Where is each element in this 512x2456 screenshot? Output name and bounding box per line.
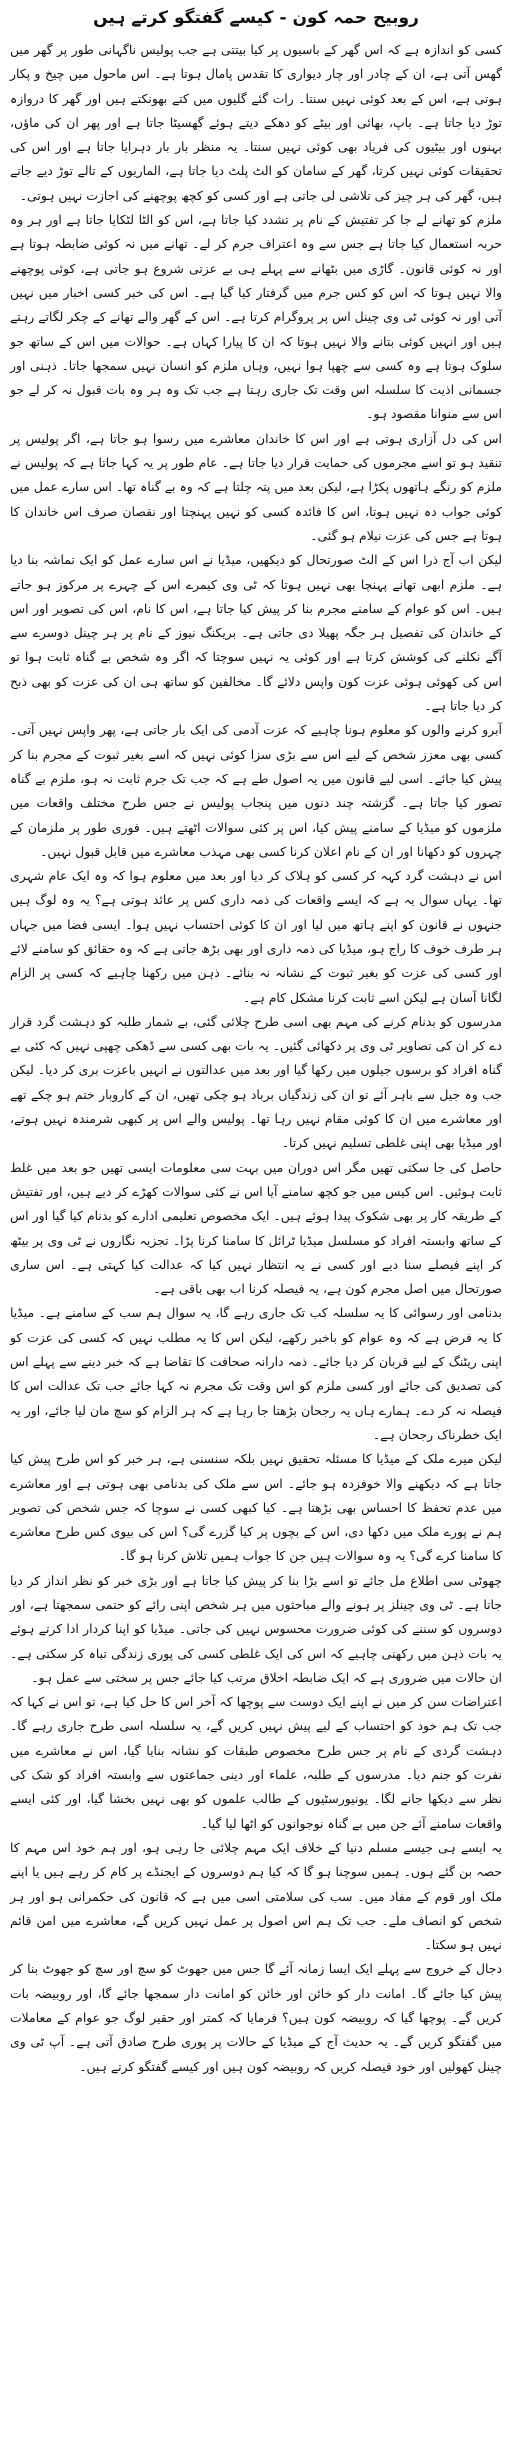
article-paragraph: دجال کے خروج سے پہلے ایک ایسا زمانہ آئے گا جس میں جھوٹ کو سچ اور سچ کو جھوٹ بنا کر پیش کیا جائے گا۔ امانت دار کو خائن اور خائن کو امانت دار سمجھا جائے گا، اور روبیضہ بات کریں گے۔ پوچھا گیا کہ روبیضہ کون ہیں؟ فرمایا کہ کمتر اور حقیر لوگ جو عوام کے معاملات میں گفتگو کریں گے۔ یہ حدیث آج کے میڈیا کے حالات پر پوری طرح صادق آتی ہے۔ آپ ٹی وی چینل کھولیں اور خود فیصلہ کریں کہ روبیضہ کون ہیں اور کیسے گفتگو کرتے ہیں۔ xyxy=(10,1961,502,2074)
article-headline: روبیح حمہ کون - کیسے گفتگو کرتے ہیں xyxy=(93,8,419,28)
article-paragraph: اس کی دل آزاری ہوتی ہے اور اس کا خاندان معاشرے میں رسوا ہو جاتا ہے، اگر پولیس پر تنقید ہو تو اسے مجرموں کی حمایت قرار دیا جاتا ہے۔ عام طور پر یہ کہا جاتا ہے کہ پولیس نے ملزم کو رنگے ہاتھوں پکڑا ہے، لیکن بعد میں پتہ چلتا ہے کہ وہ بے گناہ تھا۔ اس سارے عمل میں کوئی جواب دہ نہیں ہوتا، اس کا فائدہ کسی کو نہیں پہنچتا اور نقصان صرف اس خاندان کا ہوتا ہے جس کی عزت نیلام ہو گئی۔ xyxy=(10,430,502,543)
article-paragraph: مدرسوں کو بدنام کرنے کی مہم بھی اسی طرح چلائی گئی، بے شمار طلبہ کو دہشت گرد قرار دے کر ان کی تصاویر ٹی وی پر دکھائی گئیں۔ یہ بات بھی کسی سے ڈھکی چھپی نہیں کہ کئی بے گناہ افراد کو برسوں جیلوں میں رکھا گیا اور بعد میں عدالتوں نے انہیں باعزت بری کر دیا۔ لیکن جب وہ جیل سے باہر آئے تو ان کی زندگیاں برباد ہو چکی تھیں، ان کے کاروبار ختم ہو چکے تھے اور معاشرے میں ان کا کوئی مقام نہیں رہا تھا۔ پولیس والے اس پر کبھی شرمندہ نہیں ہوتے، اور میڈیا بھی اپنی غلطی تسلیم نہیں کرتا۔ xyxy=(10,1013,502,1151)
article-paragraph: بدنامی اور رسوائی کا یہ سلسلہ کب تک جاری رہے گا، یہ سوال ہم سب کے سامنے ہے۔ میڈیا کا یہ فرض ہے کہ وہ عوام کو باخبر رکھے، لیکن اس کا یہ مطلب نہیں کہ کسی کی عزت کو اپنی ریٹنگ کے لیے قربان کر دیا جائے۔ ذمہ دارانہ صحافت کا تقاضا ہے کہ خبر دینے سے پہلے اس کی تصدیق کی جائے اور کسی ملزم کو اس وقت تک مجرم نہ کہا جائے جب تک عدالت اس کا فیصلہ نہ کر دے۔ ہمارے ہاں یہ رجحان بڑھتا جا رہا ہے کہ ہر الزام کو سچ مان لیا جائے، اور یہ ایک خطرناک رجحان ہے۔ xyxy=(10,1305,502,1442)
article-paragraph: کسی کو اندازہ ہے کہ اس گھر کے باسیوں پر کیا بیتتی ہے جب پولیس ناگہانی طور پر گھر میں گھس آتی ہے، ان کے چادر اور چار دیواری کا تقدس پامال ہوتا ہے۔ اس ماحول میں چیخ و پکار ہوتی ہے، اس کے بعد کوئی نہیں سنتا۔ رات گئے گلیوں میں کتے بھونکتے ہیں اور گھر کا دروازہ توڑ دیا جاتا ہے۔ باپ، بھائی اور بیٹے کو دھکے دیتے ہوئے گھسیٹا جاتا ہے اور پھر ان کی ماؤں، بہنوں اور بیٹیوں کی فریاد بھی کوئی نہیں سنتا۔ یہ منظر بار بار دہرایا جاتا ہے اور اس کی تحقیقات کوئی نہیں کرتا، گھر کے سامان کو الٹ پلٹ دیا جاتا ہے، الماریوں کے تالے توڑ دیے جاتے ہیں، گھر کی ہر چیز کی تلاشی لی جاتی ہے اور کسی کو کچھ پوچھنے کی اجازت نہیں ہوتی۔ xyxy=(10,42,502,203)
article-paragraph: لیکن میرے ملک کے میڈیا کا مسئلہ تحقیق نہیں بلکہ سنسنی ہے، ہر خبر کو اس طرح پیش کیا جاتا ہے کہ دیکھنے والا خوفزدہ ہو جائے۔ اس سے ملک کی بدنامی بھی ہوتی ہے اور معاشرے میں عدم تحفظ کا احساس بھی بڑھتا ہے۔ کیا کبھی کسی نے سوچا کہ جس شخص کی تصویر ہم نے پورے ملک میں دکھا دی، اس کے بچوں پر کیا گزرے گی؟ اس کی بیوی کس طرح معاشرے کا سامنا کرے گی؟ یہ وہ سوالات ہیں جن کا جواب ہمیں تلاش کرنا ہو گا۔ xyxy=(10,1451,502,1564)
article-body xyxy=(10,38,502,2079)
article-paragraph: اس نے دہشت گرد کہہ کر کسی کو ہلاک کر دیا اور بعد میں معلوم ہوا کہ وہ ایک عام شہری تھا۔ یہاں سوال یہ ہے کہ ایسے واقعات کی ذمہ داری کس پر عائد ہوتی ہے؟ یہ وہ لوگ ہیں جنہوں نے قانون کو اپنے ہاتھ میں لیا اور ان کا کوئی احتساب نہیں ہوا۔ ایسی فضا میں جہاں ہر طرف خوف کا راج ہو، میڈیا کی ذمہ داری اور بھی بڑھ جاتی ہے کہ وہ حقائق کو سامنے لائے اور کسی کی عزت کو بغیر ثبوت کے نشانہ نہ بنائے۔ ذہن میں رکھنا چاہیے کہ کسی پر الزام لگانا آسان ہے لیکن اسے ثابت کرنا مشکل کام ہے۔ xyxy=(10,868,502,1005)
article-paragraph: حاصل کی جا سکتی تھیں مگر اس دوران میں بہت سی معلومات ایسی تھیں جو بعد میں غلط ثابت ہوئیں۔ اس کیس میں جو کچھ سامنے آیا اس نے کئی سوالات کھڑے کر دیے ہیں، اور تفتیش کے طریقہ کار پر بھی شکوک پیدا ہوئے ہیں۔ ایک مخصوص تعلیمی ادارے کو بدنام کیا گیا اور اس کے ساتھ وابستہ افراد کو مسلسل میڈیا ٹرائل کا سامنا کرنا پڑا۔ تجزیہ نگاروں نے ٹی وی پر بیٹھ کر اپنے فیصلے سنا دیے اور کسی نے یہ انتظار نہیں کیا کہ عدالت کیا کہتی ہے۔ اس ساری صورتحال میں اصل مجرم کون ہے، یہ فیصلہ کرنا اب بھی باقی ہے۔ xyxy=(10,1159,502,1297)
article-paragraph: یہ ایسے ہی جیسے مسلم دنیا کے خلاف ایک مہم چلائی جا رہی ہو، اور ہم خود اس مہم کا حصہ بن گئے ہوں۔ ہمیں سوچنا ہو گا کہ کیا ہم دوسروں کے ایجنڈے پر کام کر رہے ہیں یا اپنے ملک اور قوم کے مفاد میں۔ سب کی سلامتی اسی میں ہے کہ قانون کی حکمرانی ہو اور ہر شخص کو انصاف ملے۔ جب تک ہم اس اصول پر عمل نہیں کریں گے، معاشرے میں امن قائم نہیں ہو سکتا۔ xyxy=(10,1839,502,1953)
article-paragraph: ملزم کو تھانے لے جا کر تفتیش کے نام پر تشدد کیا جاتا ہے، اس کو الٹا لٹکایا جاتا ہے اور ہر وہ حربہ استعمال کیا جاتا ہے جس سے وہ اعتراف جرم کر لے۔ تھانے میں نہ کوئی ضابطہ ہوتا ہے اور نہ کوئی قانون۔ گاڑی میں بٹھانے سے پہلے ہی بے عزتی شروع ہو جاتی ہے، کوئی پوچھنے والا نہیں ہوتا کہ اس کو کس جرم میں گرفتار کیا گیا ہے۔ اس کی خبر کسی اخبار میں نہیں آتی اور نہ کوئی ٹی وی چینل اس پر پروگرام کرتا ہے۔ اس کے گھر والے تھانے کے چکر لگاتے رہتے ہیں اور انہیں کوئی بتانے والا نہیں ہوتا کہ ان کا پیارا کہاں ہے۔ حوالات میں اس کے ساتھ جو سلوک ہوتا ہے وہ کسی سے چھپا ہوا نہیں، وہاں ملزم کو انسان نہیں سمجھا جاتا۔ ذہنی اور جسمانی اذیت کا سلسلہ اس وقت تک جاری رہتا ہے جب تک وہ ہر وہ بات قبول نہ کر لے جو اس سے منوانا مقصود ہو۔ xyxy=(10,212,502,422)
article-paragraph: چھوٹی سی اطلاع مل جائے تو اسے بڑا بنا کر پیش کیا جاتا ہے اور بڑی خبر کو نظر انداز کر دیا جاتا ہے۔ ٹی وی چینلز پر ہونے والے مباحثوں میں ہر شخص اپنی رائے کو حتمی سمجھتا ہے، اور دوسروں کو سننے کی کوئی ضرورت محسوس نہیں کی جاتی۔ میڈیا کو اپنا کردار ادا کرتے ہوئے یہ بات ذہن میں رکھنی چاہیے کہ اس کی ایک غلطی کسی کی پوری زندگی تباہ کر سکتی ہے۔ ان حالات میں ضروری ہے کہ ایک ضابطہ اخلاق مرتب کیا جائے جس پر سختی سے عمل ہو۔ xyxy=(10,1572,502,1685)
article-paragraph: لیکن اب آج ذرا اس کے الٹ صورتحال کو دیکھیں، میڈیا نے اس سارے عمل کو ایک تماشہ بنا دیا ہے۔ ملزم ابھی تھانے پہنچا بھی نہیں ہوتا کہ ٹی وی کیمرے اس کے چہرے پر مرکوز ہو جاتے ہیں۔ اس کو عوام کے سامنے مجرم بنا کر پیش کیا جاتا ہے، اس کا نام، اس کی تصویر اور اس کے خاندان کی تفصیل ہر جگہ پھیلا دی جاتی ہے۔ بریکنگ نیوز کے نام پر ہر چینل دوسرے سے آگے نکلنے کی کوشش کرتا ہے اور کوئی یہ نہیں سوچتا کہ اگر وہ شخص بے گناہ ثابت ہوا تو اس کی کھوئی ہوئی عزت کون واپس دلائے گا۔ مخالفین کو ساتھ ہی ان کی عزت کو بھی ذبح کر دیا جاتا ہے۔ xyxy=(10,552,502,714)
article-paragraph: آبرو کرنے والوں کو معلوم ہونا چاہیے کہ عزت آدمی کی ایک بار جاتی ہے، پھر واپس نہیں آتی۔ کسی بھی معزز شخص کے لیے اس سے بڑی سزا کوئی نہیں کہ اسے بغیر ثبوت کے مجرم بنا کر پیش کیا جائے۔ اسی لیے قانون میں یہ اصول طے ہے کہ جب تک جرم ثابت نہ ہو، ملزم بے گناہ تصور کیا جاتا ہے۔ گزشتہ چند دنوں میں پنجاب پولیس نے جس طرح مختلف واقعات میں ملزموں کو میڈیا کے سامنے پیش کیا، اس پر کئی سوالات اٹھتے ہیں۔ فوری طور پر ملزمان کے چہروں کو دکھانا اور ان کے نام اعلان کرنا کسی بھی مہذب معاشرے میں قابل قبول نہیں۔ xyxy=(10,722,502,859)
article-paragraph: اعتراضات سن کر میں نے اپنے ایک دوست سے پوچھا کہ آخر اس کا حل کیا ہے، تو اس نے کہا کہ جب تک ہم خود کو احتساب کے لیے پیش نہیں کریں گے، یہ سلسلہ اسی طرح جاری رہے گا۔ دہشت گردی کے نام پر جس طرح مخصوص طبقات کو نشانہ بنایا گیا، اس نے معاشرے میں نفرت کو جنم دیا۔ مدرسوں کے طلبہ، علماء اور دینی جماعتوں سے وابستہ افراد کو شک کی نظر سے دیکھا جانے لگا۔ یونیورسٹیوں کے طالب علموں کو بھی نہیں بخشا گیا، اور کئی ایسے واقعات سامنے آئے جن میں بے گناہ نوجوانوں کو اٹھا لیا گیا۔ xyxy=(10,1694,502,1831)
